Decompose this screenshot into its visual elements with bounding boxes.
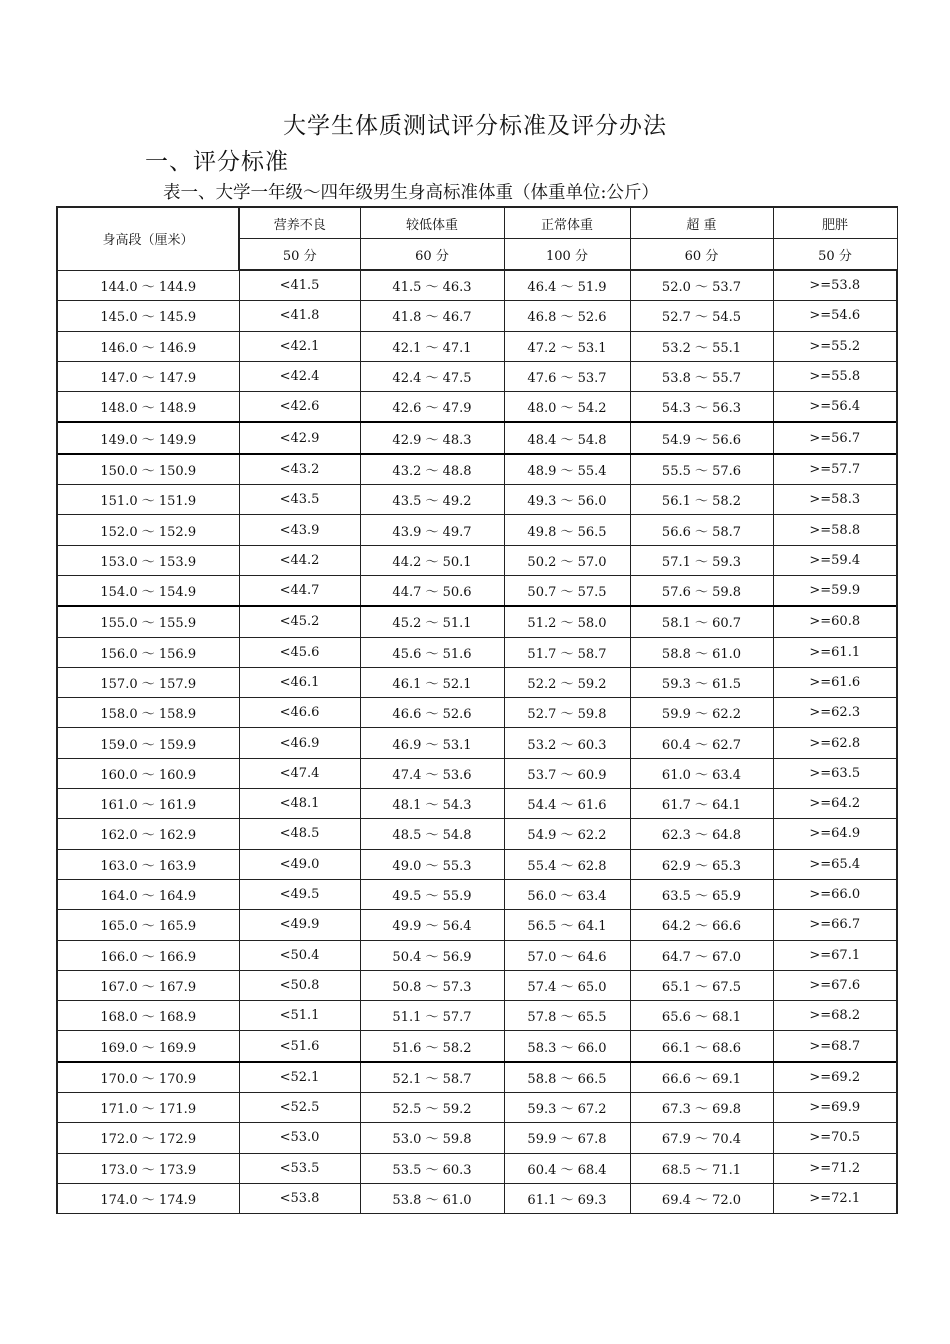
table-row [57, 575, 897, 606]
height-range-cell: 174.0 ～ 174.9 [57, 1183, 239, 1213]
height-range-cell: 172.0 ～ 172.9 [57, 1123, 239, 1153]
table-row [57, 849, 897, 879]
obese-cell: >=69.2 [773, 1062, 897, 1093]
low-weight-cell: 53.0 ～ 59.8 [360, 1123, 504, 1153]
obese-cell: >=62.3 [773, 698, 897, 728]
overweight-cell: 53.2 ～ 55.1 [630, 331, 773, 361]
normal-weight-cell: 57.4 ～ 65.0 [504, 970, 630, 1000]
malnutrition-cell: <48.1 [239, 789, 360, 819]
obese-cell: >=54.6 [773, 301, 897, 331]
low-weight-cell: 47.4 ～ 53.6 [360, 758, 504, 788]
table-row [57, 728, 897, 758]
low-weight-cell: 44.2 ～ 50.1 [360, 545, 504, 575]
obese-cell: >=60.8 [773, 606, 897, 637]
malnutrition-cell: <46.1 [239, 667, 360, 697]
malnutrition-cell: <53.0 [239, 1123, 360, 1153]
obese-cell: >=56.7 [773, 422, 897, 453]
malnutrition-cell: <49.9 [239, 910, 360, 940]
height-range-cell: 148.0 ～ 148.9 [57, 392, 239, 423]
height-range-cell: 149.0 ～ 149.9 [57, 422, 239, 453]
table-row [57, 515, 897, 545]
normal-weight-cell: 52.2 ～ 59.2 [504, 667, 630, 697]
header-low-weight: 较低体重 [360, 207, 504, 239]
low-weight-cell: 49.9 ～ 56.4 [360, 910, 504, 940]
obese-cell: >=69.9 [773, 1093, 897, 1123]
section-heading: 一、评分标准 [145, 149, 289, 175]
obese-cell: >=61.6 [773, 667, 897, 697]
malnutrition-cell: <42.1 [239, 331, 360, 361]
height-range-cell: 152.0 ～ 152.9 [57, 515, 239, 545]
low-weight-cell: 50.4 ～ 56.9 [360, 940, 504, 970]
obese-cell: >=53.8 [773, 270, 897, 301]
height-range-cell: 156.0 ～ 156.9 [57, 637, 239, 667]
table-row [57, 545, 897, 575]
normal-weight-cell: 59.3 ～ 67.2 [504, 1093, 630, 1123]
low-weight-cell: 43.2 ～ 48.8 [360, 454, 504, 485]
table-row [57, 1093, 897, 1123]
low-weight-cell: 53.8 ～ 61.0 [360, 1183, 504, 1213]
table-row [57, 606, 897, 637]
document-title: 大学生体质测试评分标准及评分办法 [283, 113, 667, 139]
height-range-cell: 173.0 ～ 173.9 [57, 1153, 239, 1183]
normal-weight-cell: 56.0 ～ 63.4 [504, 879, 630, 909]
height-range-cell: 161.0 ～ 161.9 [57, 789, 239, 819]
low-weight-cell: 42.9 ～ 48.3 [360, 422, 504, 453]
normal-weight-cell: 60.4 ～ 68.4 [504, 1153, 630, 1183]
table-row [57, 454, 897, 485]
low-weight-cell: 52.5 ～ 59.2 [360, 1093, 504, 1123]
normal-weight-cell: 47.2 ～ 53.1 [504, 331, 630, 361]
malnutrition-cell: <49.5 [239, 879, 360, 909]
height-range-cell: 155.0 ～ 155.9 [57, 606, 239, 637]
table-caption: 表一、大学一年级～四年级男生身高标准体重（体重单位:公斤） [163, 183, 659, 203]
table-row [57, 667, 897, 697]
normal-weight-cell: 50.7 ～ 57.5 [504, 575, 630, 606]
score-low-weight: 60 分 [360, 239, 504, 271]
overweight-cell: 52.0 ～ 53.7 [630, 270, 773, 301]
overweight-cell: 54.9 ～ 56.6 [630, 422, 773, 453]
normal-weight-cell: 59.9 ～ 67.8 [504, 1123, 630, 1153]
obese-cell: >=59.4 [773, 545, 897, 575]
normal-weight-cell: 57.8 ～ 65.5 [504, 1001, 630, 1031]
overweight-cell: 58.1 ～ 60.7 [630, 606, 773, 637]
normal-weight-cell: 47.6 ～ 53.7 [504, 361, 630, 391]
malnutrition-cell: <45.6 [239, 637, 360, 667]
table-row [57, 1062, 897, 1093]
height-range-cell: 166.0 ～ 166.9 [57, 940, 239, 970]
table-row [57, 879, 897, 909]
height-range-cell: 158.0 ～ 158.9 [57, 698, 239, 728]
score-obese: 50 分 [773, 239, 897, 271]
overweight-cell: 67.9 ～ 70.4 [630, 1123, 773, 1153]
low-weight-cell: 52.1 ～ 58.7 [360, 1062, 504, 1093]
obese-cell: >=67.6 [773, 970, 897, 1000]
header-normal-weight: 正常体重 [504, 207, 630, 239]
overweight-cell: 61.0 ～ 63.4 [630, 758, 773, 788]
overweight-cell: 64.2 ～ 66.6 [630, 910, 773, 940]
height-range-cell: 169.0 ～ 169.9 [57, 1031, 239, 1062]
malnutrition-cell: <42.9 [239, 422, 360, 453]
height-range-cell: 164.0 ～ 164.9 [57, 879, 239, 909]
table-row [57, 758, 897, 788]
height-range-cell: 157.0 ～ 157.9 [57, 667, 239, 697]
overweight-cell: 52.7 ～ 54.5 [630, 301, 773, 331]
low-weight-cell: 42.1 ～ 47.1 [360, 331, 504, 361]
obese-cell: >=56.4 [773, 392, 897, 423]
malnutrition-cell: <44.7 [239, 575, 360, 606]
normal-weight-cell: 53.2 ～ 60.3 [504, 728, 630, 758]
low-weight-cell: 46.9 ～ 53.1 [360, 728, 504, 758]
obese-cell: >=68.2 [773, 1001, 897, 1031]
malnutrition-cell: <48.5 [239, 819, 360, 849]
malnutrition-cell: <53.8 [239, 1183, 360, 1213]
low-weight-cell: 48.1 ～ 54.3 [360, 789, 504, 819]
low-weight-cell: 45.6 ～ 51.6 [360, 637, 504, 667]
table-row [57, 422, 897, 453]
malnutrition-cell: <43.9 [239, 515, 360, 545]
header-obese: 肥胖 [773, 207, 897, 239]
low-weight-cell: 45.2 ～ 51.1 [360, 606, 504, 637]
overweight-cell: 62.3 ～ 64.8 [630, 819, 773, 849]
height-range-cell: 147.0 ～ 147.9 [57, 361, 239, 391]
malnutrition-cell: <46.6 [239, 698, 360, 728]
height-range-cell: 145.0 ～ 145.9 [57, 301, 239, 331]
overweight-cell: 65.1 ～ 67.5 [630, 970, 773, 1000]
obese-cell: >=71.2 [773, 1153, 897, 1183]
malnutrition-cell: <51.6 [239, 1031, 360, 1062]
obese-cell: >=58.8 [773, 515, 897, 545]
table-row [57, 331, 897, 361]
obese-cell: >=65.4 [773, 849, 897, 879]
overweight-cell: 56.1 ～ 58.2 [630, 485, 773, 515]
low-weight-cell: 41.8 ～ 46.7 [360, 301, 504, 331]
normal-weight-cell: 58.8 ～ 66.5 [504, 1062, 630, 1093]
overweight-cell: 53.8 ～ 55.7 [630, 361, 773, 391]
table-row [57, 1123, 897, 1153]
malnutrition-cell: <44.2 [239, 545, 360, 575]
header-overweight: 超 重 [630, 207, 773, 239]
obese-cell: >=62.8 [773, 728, 897, 758]
low-weight-cell: 53.5 ～ 60.3 [360, 1153, 504, 1183]
overweight-cell: 60.4 ～ 62.7 [630, 728, 773, 758]
overweight-cell: 57.6 ～ 59.8 [630, 575, 773, 606]
table-row [57, 1001, 897, 1031]
normal-weight-cell: 48.9 ～ 55.4 [504, 454, 630, 485]
height-range-cell: 163.0 ～ 163.9 [57, 849, 239, 879]
obese-cell: >=57.7 [773, 454, 897, 485]
table-row [57, 270, 897, 301]
obese-cell: >=64.9 [773, 819, 897, 849]
normal-weight-cell: 49.3 ～ 56.0 [504, 485, 630, 515]
low-weight-cell: 42.4 ～ 47.5 [360, 361, 504, 391]
overweight-cell: 59.9 ～ 62.2 [630, 698, 773, 728]
overweight-cell: 68.5 ～ 71.1 [630, 1153, 773, 1183]
normal-weight-cell: 52.7 ～ 59.8 [504, 698, 630, 728]
score-overweight: 60 分 [630, 239, 773, 271]
low-weight-cell: 46.1 ～ 52.1 [360, 667, 504, 697]
height-range-cell: 168.0 ～ 168.9 [57, 1001, 239, 1031]
low-weight-cell: 44.7 ～ 50.6 [360, 575, 504, 606]
table-row [57, 819, 897, 849]
malnutrition-cell: <41.8 [239, 301, 360, 331]
normal-weight-cell: 53.7 ～ 60.9 [504, 758, 630, 788]
low-weight-cell: 49.0 ～ 55.3 [360, 849, 504, 879]
table-row [57, 1153, 897, 1183]
normal-weight-cell: 51.7 ～ 58.7 [504, 637, 630, 667]
normal-weight-cell: 46.8 ～ 52.6 [504, 301, 630, 331]
malnutrition-cell: <45.2 [239, 606, 360, 637]
obese-cell: >=61.1 [773, 637, 897, 667]
table-row [57, 970, 897, 1000]
height-range-cell: 162.0 ～ 162.9 [57, 819, 239, 849]
table-row [57, 301, 897, 331]
overweight-cell: 56.6 ～ 58.7 [630, 515, 773, 545]
header-malnutrition: 营养不良 [239, 207, 360, 239]
malnutrition-cell: <51.1 [239, 1001, 360, 1031]
obese-cell: >=63.5 [773, 758, 897, 788]
weight-standard-table [56, 206, 898, 1214]
obese-cell: >=67.1 [773, 940, 897, 970]
normal-weight-cell: 54.4 ～ 61.6 [504, 789, 630, 819]
obese-cell: >=70.5 [773, 1123, 897, 1153]
obese-cell: >=68.7 [773, 1031, 897, 1062]
score-malnutrition: 50 分 [239, 239, 360, 271]
malnutrition-cell: <41.5 [239, 270, 360, 301]
table-row [57, 789, 897, 819]
table-row [57, 910, 897, 940]
normal-weight-cell: 58.3 ～ 66.0 [504, 1031, 630, 1062]
obese-cell: >=59.9 [773, 575, 897, 606]
low-weight-cell: 51.1 ～ 57.7 [360, 1001, 504, 1031]
low-weight-cell: 51.6 ～ 58.2 [360, 1031, 504, 1062]
overweight-cell: 61.7 ～ 64.1 [630, 789, 773, 819]
table-row [57, 698, 897, 728]
overweight-cell: 66.1 ～ 68.6 [630, 1031, 773, 1062]
height-range-cell: 151.0 ～ 151.9 [57, 485, 239, 515]
low-weight-cell: 48.5 ～ 54.8 [360, 819, 504, 849]
height-range-cell: 167.0 ～ 167.9 [57, 970, 239, 1000]
table-row [57, 1031, 897, 1062]
overweight-cell: 57.1 ～ 59.3 [630, 545, 773, 575]
malnutrition-cell: <49.0 [239, 849, 360, 879]
overweight-cell: 54.3 ～ 56.3 [630, 392, 773, 423]
height-range-cell: 150.0 ～ 150.9 [57, 454, 239, 485]
height-range-cell: 159.0 ～ 159.9 [57, 728, 239, 758]
obese-cell: >=55.2 [773, 331, 897, 361]
malnutrition-cell: <52.5 [239, 1093, 360, 1123]
overweight-cell: 69.4 ～ 72.0 [630, 1183, 773, 1213]
obese-cell: >=66.7 [773, 910, 897, 940]
normal-weight-cell: 50.2 ～ 57.0 [504, 545, 630, 575]
height-range-cell: 171.0 ～ 171.9 [57, 1093, 239, 1123]
overweight-cell: 65.6 ～ 68.1 [630, 1001, 773, 1031]
low-weight-cell: 43.5 ～ 49.2 [360, 485, 504, 515]
overweight-cell: 64.7 ～ 67.0 [630, 940, 773, 970]
overweight-cell: 55.5 ～ 57.6 [630, 454, 773, 485]
malnutrition-cell: <50.8 [239, 970, 360, 1000]
low-weight-cell: 41.5 ～ 46.3 [360, 270, 504, 301]
table-row [57, 392, 897, 423]
low-weight-cell: 42.6 ～ 47.9 [360, 392, 504, 423]
table-row [57, 485, 897, 515]
table-body [57, 270, 897, 1214]
overweight-cell: 58.8 ～ 61.0 [630, 637, 773, 667]
table-row [57, 637, 897, 667]
height-range-cell: 160.0 ～ 160.9 [57, 758, 239, 788]
normal-weight-cell: 54.9 ～ 62.2 [504, 819, 630, 849]
overweight-cell: 67.3 ～ 69.8 [630, 1093, 773, 1123]
header-row-categories [57, 207, 897, 239]
malnutrition-cell: <42.6 [239, 392, 360, 423]
table-row [57, 940, 897, 970]
height-range-cell: 154.0 ～ 154.9 [57, 575, 239, 606]
obese-cell: >=72.1 [773, 1183, 897, 1213]
low-weight-cell: 43.9 ～ 49.7 [360, 515, 504, 545]
score-normal-weight: 100 分 [504, 239, 630, 271]
malnutrition-cell: <46.9 [239, 728, 360, 758]
height-range-cell: 144.0 ～ 144.9 [57, 270, 239, 301]
overweight-cell: 59.3 ～ 61.5 [630, 667, 773, 697]
obese-cell: >=66.0 [773, 879, 897, 909]
obese-cell: >=64.2 [773, 789, 897, 819]
malnutrition-cell: <42.4 [239, 361, 360, 391]
normal-weight-cell: 49.8 ～ 56.5 [504, 515, 630, 545]
obese-cell: >=58.3 [773, 485, 897, 515]
normal-weight-cell: 48.0 ～ 54.2 [504, 392, 630, 423]
malnutrition-cell: <52.1 [239, 1062, 360, 1093]
low-weight-cell: 46.6 ～ 52.6 [360, 698, 504, 728]
low-weight-cell: 50.8 ～ 57.3 [360, 970, 504, 1000]
height-range-cell: 165.0 ～ 165.9 [57, 910, 239, 940]
normal-weight-cell: 55.4 ～ 62.8 [504, 849, 630, 879]
overweight-cell: 62.9 ～ 65.3 [630, 849, 773, 879]
obese-cell: >=55.8 [773, 361, 897, 391]
malnutrition-cell: <43.5 [239, 485, 360, 515]
height-range-header: 身高段（厘米） [57, 207, 239, 270]
overweight-cell: 63.5 ～ 65.9 [630, 879, 773, 909]
malnutrition-cell: <43.2 [239, 454, 360, 485]
height-range-cell: 153.0 ～ 153.9 [57, 545, 239, 575]
malnutrition-cell: <53.5 [239, 1153, 360, 1183]
normal-weight-cell: 46.4 ～ 51.9 [504, 270, 630, 301]
normal-weight-cell: 61.1 ～ 69.3 [504, 1183, 630, 1213]
table-row [57, 1183, 897, 1213]
height-range-cell: 146.0 ～ 146.9 [57, 331, 239, 361]
height-range-cell: 170.0 ～ 170.9 [57, 1062, 239, 1093]
overweight-cell: 66.6 ～ 69.1 [630, 1062, 773, 1093]
normal-weight-cell: 51.2 ～ 58.0 [504, 606, 630, 637]
low-weight-cell: 49.5 ～ 55.9 [360, 879, 504, 909]
normal-weight-cell: 57.0 ～ 64.6 [504, 940, 630, 970]
malnutrition-cell: <50.4 [239, 940, 360, 970]
table-row [57, 361, 897, 391]
malnutrition-cell: <47.4 [239, 758, 360, 788]
normal-weight-cell: 56.5 ～ 64.1 [504, 910, 630, 940]
normal-weight-cell: 48.4 ～ 54.8 [504, 422, 630, 453]
